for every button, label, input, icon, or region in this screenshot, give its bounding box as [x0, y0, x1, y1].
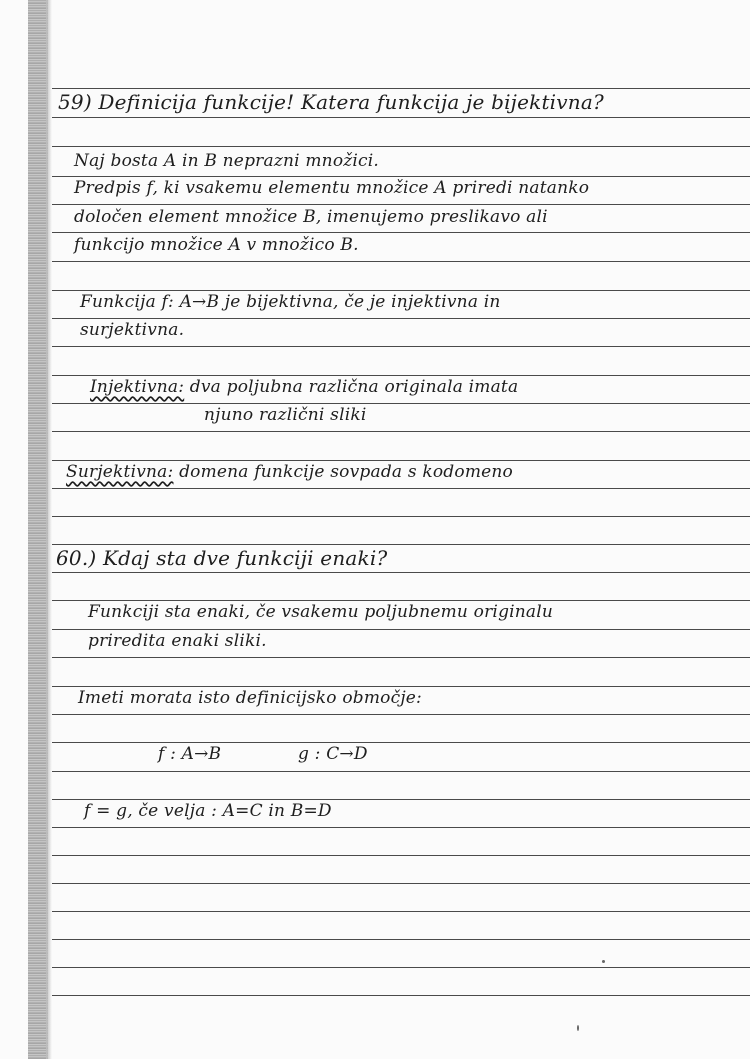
text-line: funkcijo množice A v množico B.: [74, 235, 359, 255]
ruled-line: [52, 431, 750, 432]
text-line: surjektivna.: [80, 320, 185, 340]
ruled-line: [52, 146, 750, 147]
g-mapping: g : C→D: [298, 744, 368, 764]
ruled-line: [52, 995, 750, 996]
ruled-line: [52, 883, 750, 884]
injective-definition: [90, 379, 518, 396]
ruled-line: [52, 88, 750, 89]
ruled-line: [52, 176, 750, 177]
scan-speck: [577, 1025, 579, 1031]
ruled-line: [52, 403, 750, 404]
ruled-line: [52, 799, 750, 800]
scan-speck: [602, 960, 605, 963]
surjective-label: Surjektivna:: [66, 462, 174, 482]
ruled-line: [52, 460, 750, 461]
ruled-line: [52, 827, 750, 828]
injective-label: Injektivna:: [90, 377, 185, 397]
surjective-definition: [66, 464, 513, 481]
ruled-line: [52, 204, 750, 205]
ruled-line: [52, 629, 750, 630]
text-line: Predpis f, ki vsakemu elementu množice A priredi natanko: [74, 178, 590, 198]
ruled-line: [52, 544, 750, 545]
ruled-line: [52, 939, 750, 940]
ruled-line: [52, 911, 750, 912]
injective-text: dva poljubna različna originala imata: [189, 377, 519, 397]
ruled-line: [52, 516, 750, 517]
spiral-binding: [28, 0, 48, 1059]
ruled-line: [52, 346, 750, 347]
ruled-line: [52, 600, 750, 601]
text-line: določen element množice B, imenujemo preslikavo ali: [74, 207, 548, 227]
ruled-line: [52, 261, 750, 262]
question-60: 60.) Kdaj sta dve funkciji enaki?: [56, 546, 388, 570]
surjective-text: domena funkcije sovpada s kodomeno: [179, 462, 513, 482]
ruled-line: [52, 686, 750, 687]
ruled-line: [52, 290, 750, 291]
ruled-line: [52, 375, 750, 376]
ruled-line: [52, 488, 750, 489]
f-mapping: f : A→B: [158, 744, 222, 764]
text-line: Imeti morata isto definicijsko območje:: [78, 688, 422, 708]
ruled-line: [52, 855, 750, 856]
text-line: priredita enaki sliki.: [88, 631, 267, 651]
text-line: Funkciji sta enaki, če vsakemu poljubnemu originalu: [88, 602, 554, 622]
text-line: njuno različni sliki: [204, 405, 367, 425]
ruled-line: [52, 742, 750, 743]
ruled-line: [52, 714, 750, 715]
ruled-line: [52, 967, 750, 968]
text-line: Naj bosta A in B neprazni množici.: [74, 151, 380, 171]
ruled-line: [52, 232, 750, 233]
ruled-line: [52, 318, 750, 319]
ruled-line: [52, 572, 750, 573]
question-59: 59) Definicija funkcije! Katera funkcija je bijektivna?: [58, 90, 604, 114]
binding-shadow: [46, 0, 52, 1059]
ruled-line: [52, 657, 750, 658]
ruled-line: [52, 771, 750, 772]
text-line: Funkcija f: A→B je bijektivna, če je injektivna in: [80, 292, 501, 312]
ruled-line: [52, 117, 750, 118]
text-line: f = g, če velja : A=C in B=D: [84, 801, 332, 821]
